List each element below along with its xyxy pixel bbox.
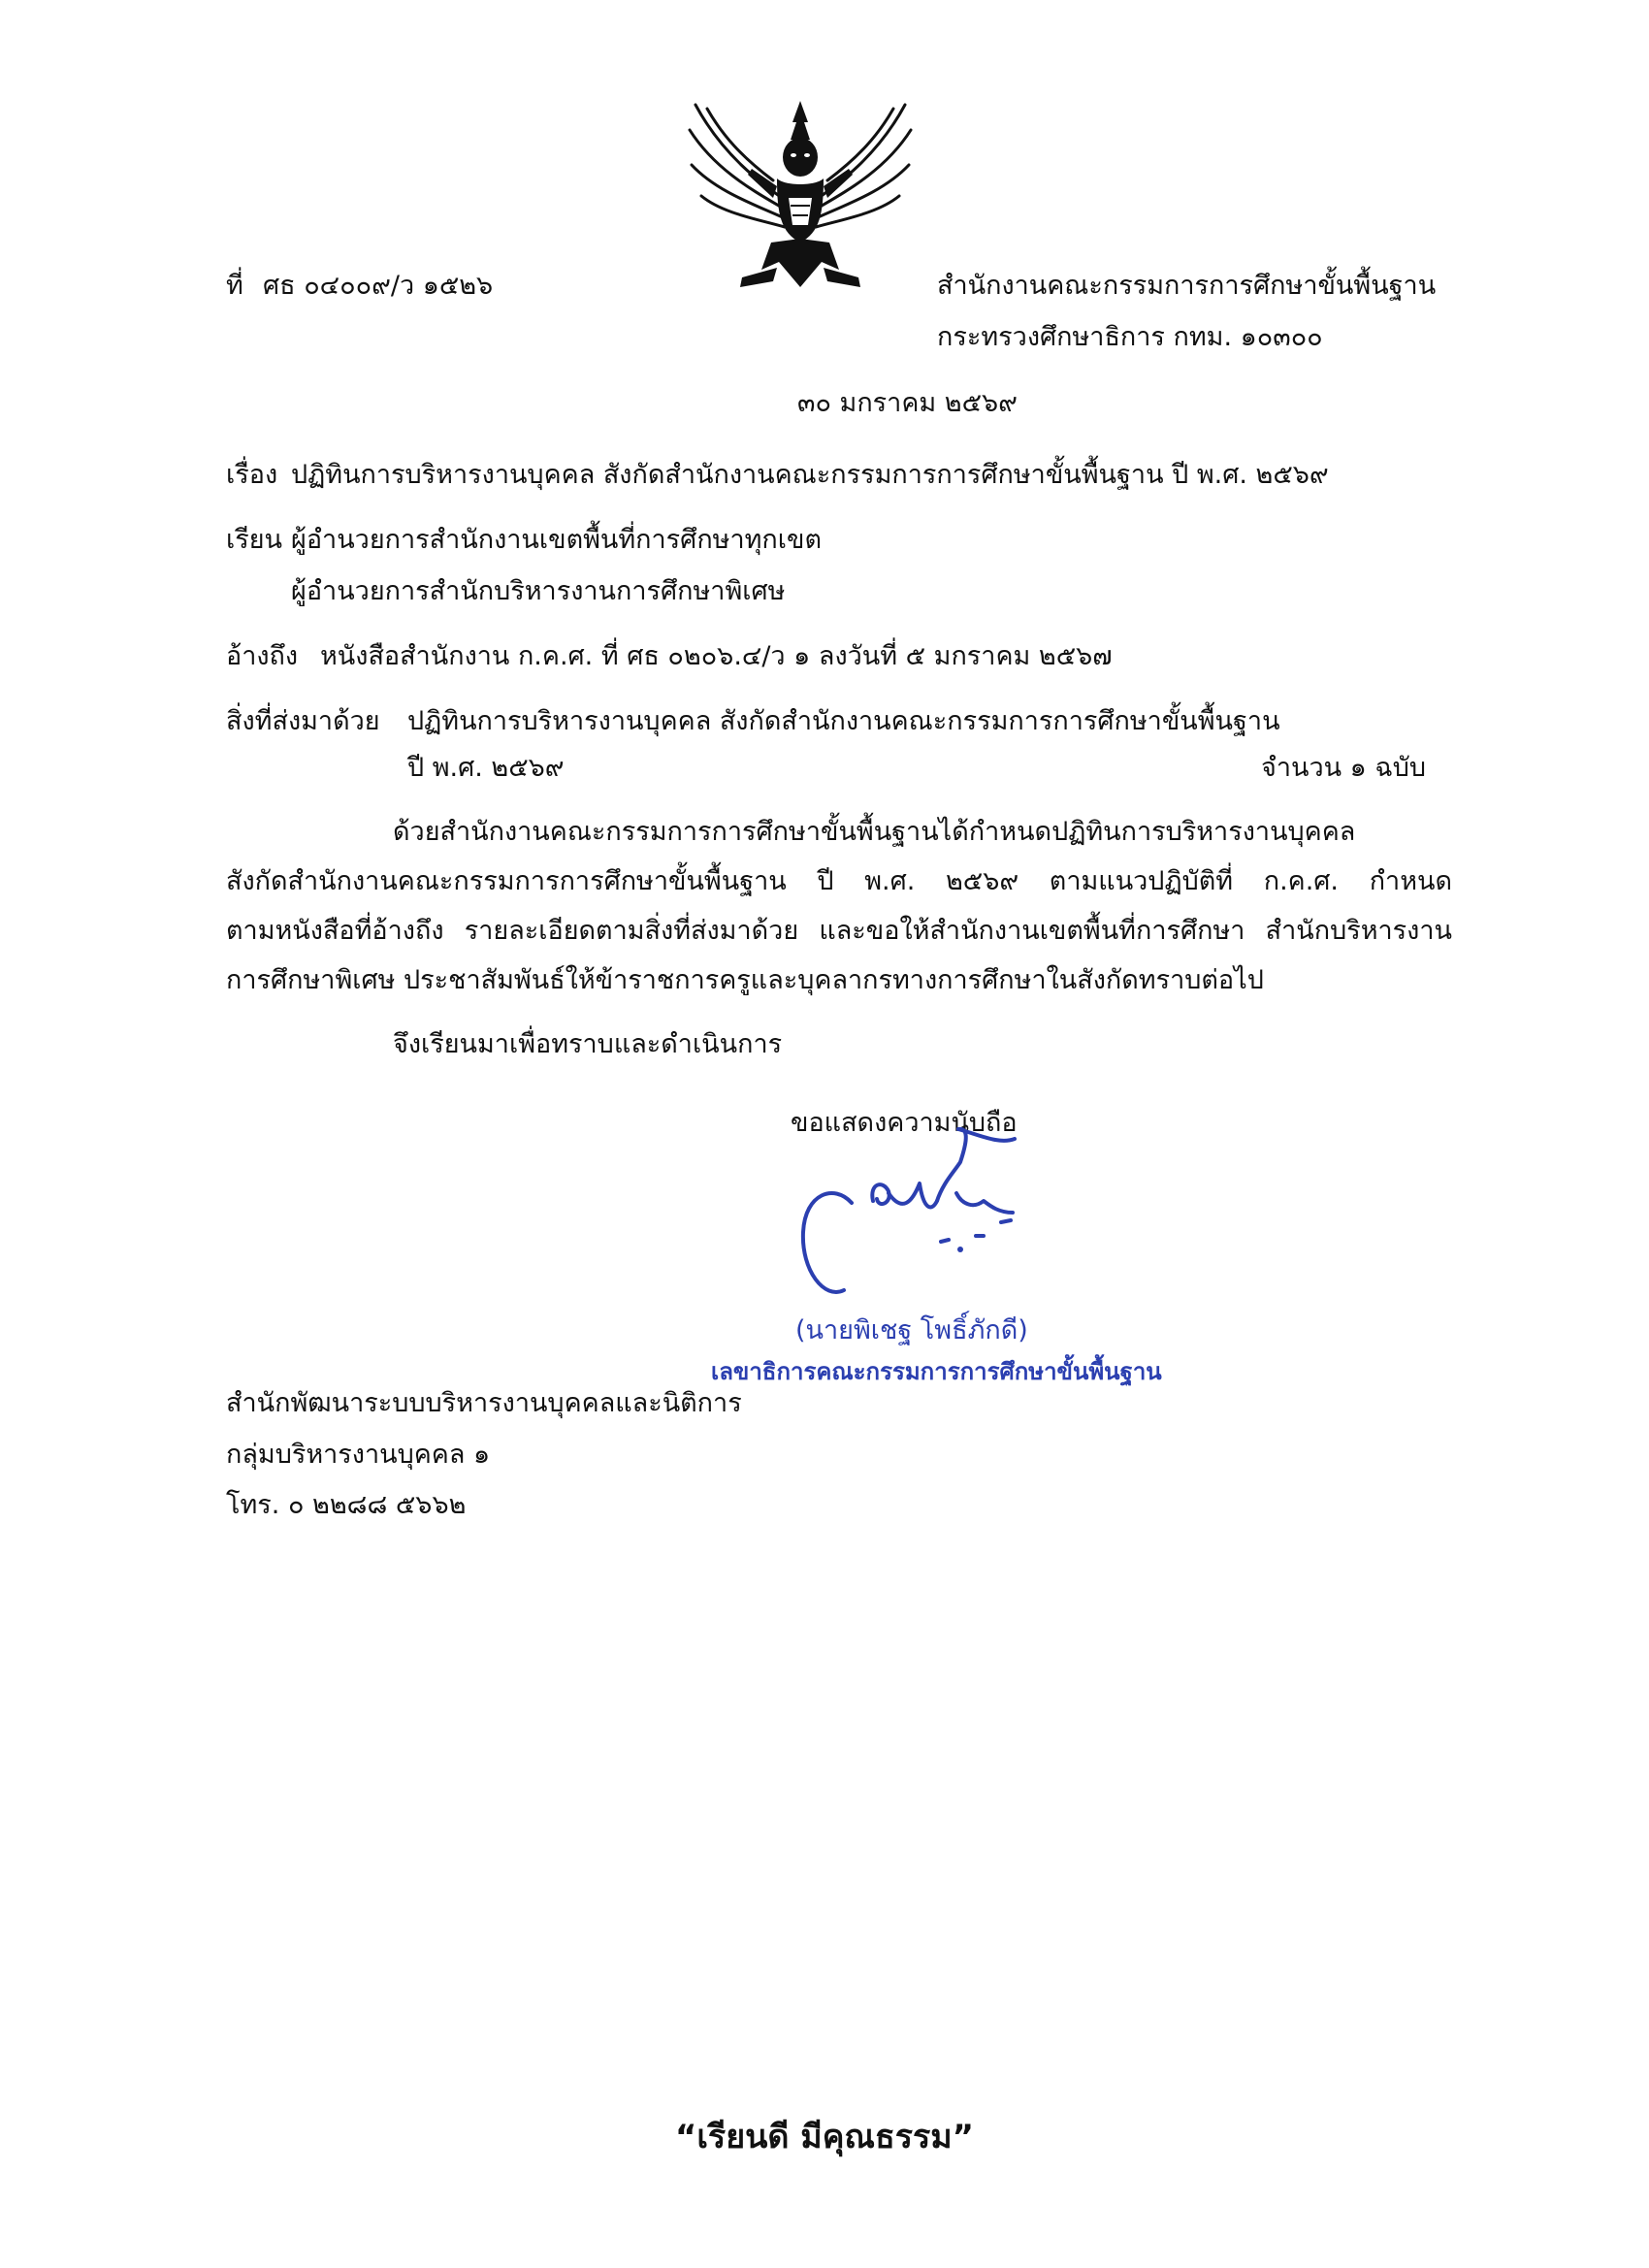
office-address: กระทรวงศึกษาธิการ กทม. ๑๐๓๐๐ [937,322,1323,352]
signatory-name: (นายพิเชฐ โพธิ์ภักดี) [795,1315,1028,1345]
enclosure-label: สิ่งที่ส่งมาด้วย [226,706,380,736]
body-line-1: ด้วยสำนักงานคณะกรรมการการศึกษาขั้นพื้นฐานได้กำหนดปฏิทินการบริหารงานบุคคล [393,817,1356,847]
reference-label: อ้างถึง [226,641,299,671]
letter-date: ๓๐ มกราคม ๒๕๖๙ [797,388,1018,418]
body-line-2: สังกัดสำนักงานคณะกรรมการการศึกษาขั้นพื้นฐาน ปี พ.ศ. ๒๕๖๙ ตามแนวปฏิบัติที่ ก.ค.ศ. กำหนด [226,866,1452,896]
recipient-label: เรียน [226,525,283,555]
recipient-line-1: ผู้อำนวยการสำนักงานเขตพื้นที่การศึกษาทุกเขต [291,525,822,555]
doc-number: ศธ ๐๔๐๐๙/ว ๑๕๒๖ [263,271,494,301]
doc-number-label: ที่ [226,271,243,301]
body-line-3: ตามหนังสือที่อ้างถึง รายละเอียดตามสิ่งที่ส่งมาด้วย และขอให้สำนักงานเขตพื้นที่การศึกษา สำนักบริหารงาน [226,916,1452,946]
department-group: กลุ่มบริหารงานบุคคล ๑ [226,1440,491,1470]
enclosure-line-2: ปี พ.ศ. ๒๕๖๙ [407,753,565,783]
motto: “เรียนดี มีคุณธรรม” [674,2118,975,2156]
body-line-4: การศึกษาพิเศษ ประชาสัมพันธ์ให้ข้าราชการครูและบุคลากรทางการศึกษาในสังกัดทราบต่อไป [226,965,1264,995]
enclosure-line-1: ปฏิทินการบริหารงานบุคคล สังกัดสำนักงานคณะกรรมการการศึกษาขั้นพื้นฐาน [407,706,1280,736]
salutation: ขอแสดงความนับถือ [791,1108,1018,1138]
garuda-emblem-icon [684,97,917,296]
recipient-line-2: ผู้อำนวยการสำนักบริหารงานการศึกษาพิเศษ [291,576,786,606]
handwritten-signature-icon [776,1116,1096,1300]
closing-request: จึงเรียนมาเพื่อทราบและดำเนินการ [393,1029,783,1059]
subject-text: ปฏิทินการบริหารงานบุคคล สังกัดสำนักงานคณะกรรมการการศึกษาขั้นพื้นฐาน ปี พ.ศ. ๒๕๖๙ [291,460,1329,490]
signatory-position: เลขาธิการคณะกรรมการการศึกษาขั้นพื้นฐาน [711,1358,1162,1385]
subject-label: เรื่อง [226,460,278,490]
department: สำนักพัฒนาระบบบริหารงานบุคคลและนิติการ [226,1388,742,1418]
phone-number: โทร. ๐ ๒๒๘๘ ๕๖๖๒ [226,1490,467,1520]
enclosure-count: จำนวน ๑ ฉบับ [1261,753,1427,783]
office-name: สำนักงานคณะกรรมการการศึกษาขั้นพื้นฐาน [937,271,1437,301]
reference-text: หนังสือสำนักงาน ก.ค.ศ. ที่ ศธ ๐๒๐๖.๔/ว ๑ ลงวันที่ ๕ มกราคม ๒๕๖๗ [320,641,1113,671]
